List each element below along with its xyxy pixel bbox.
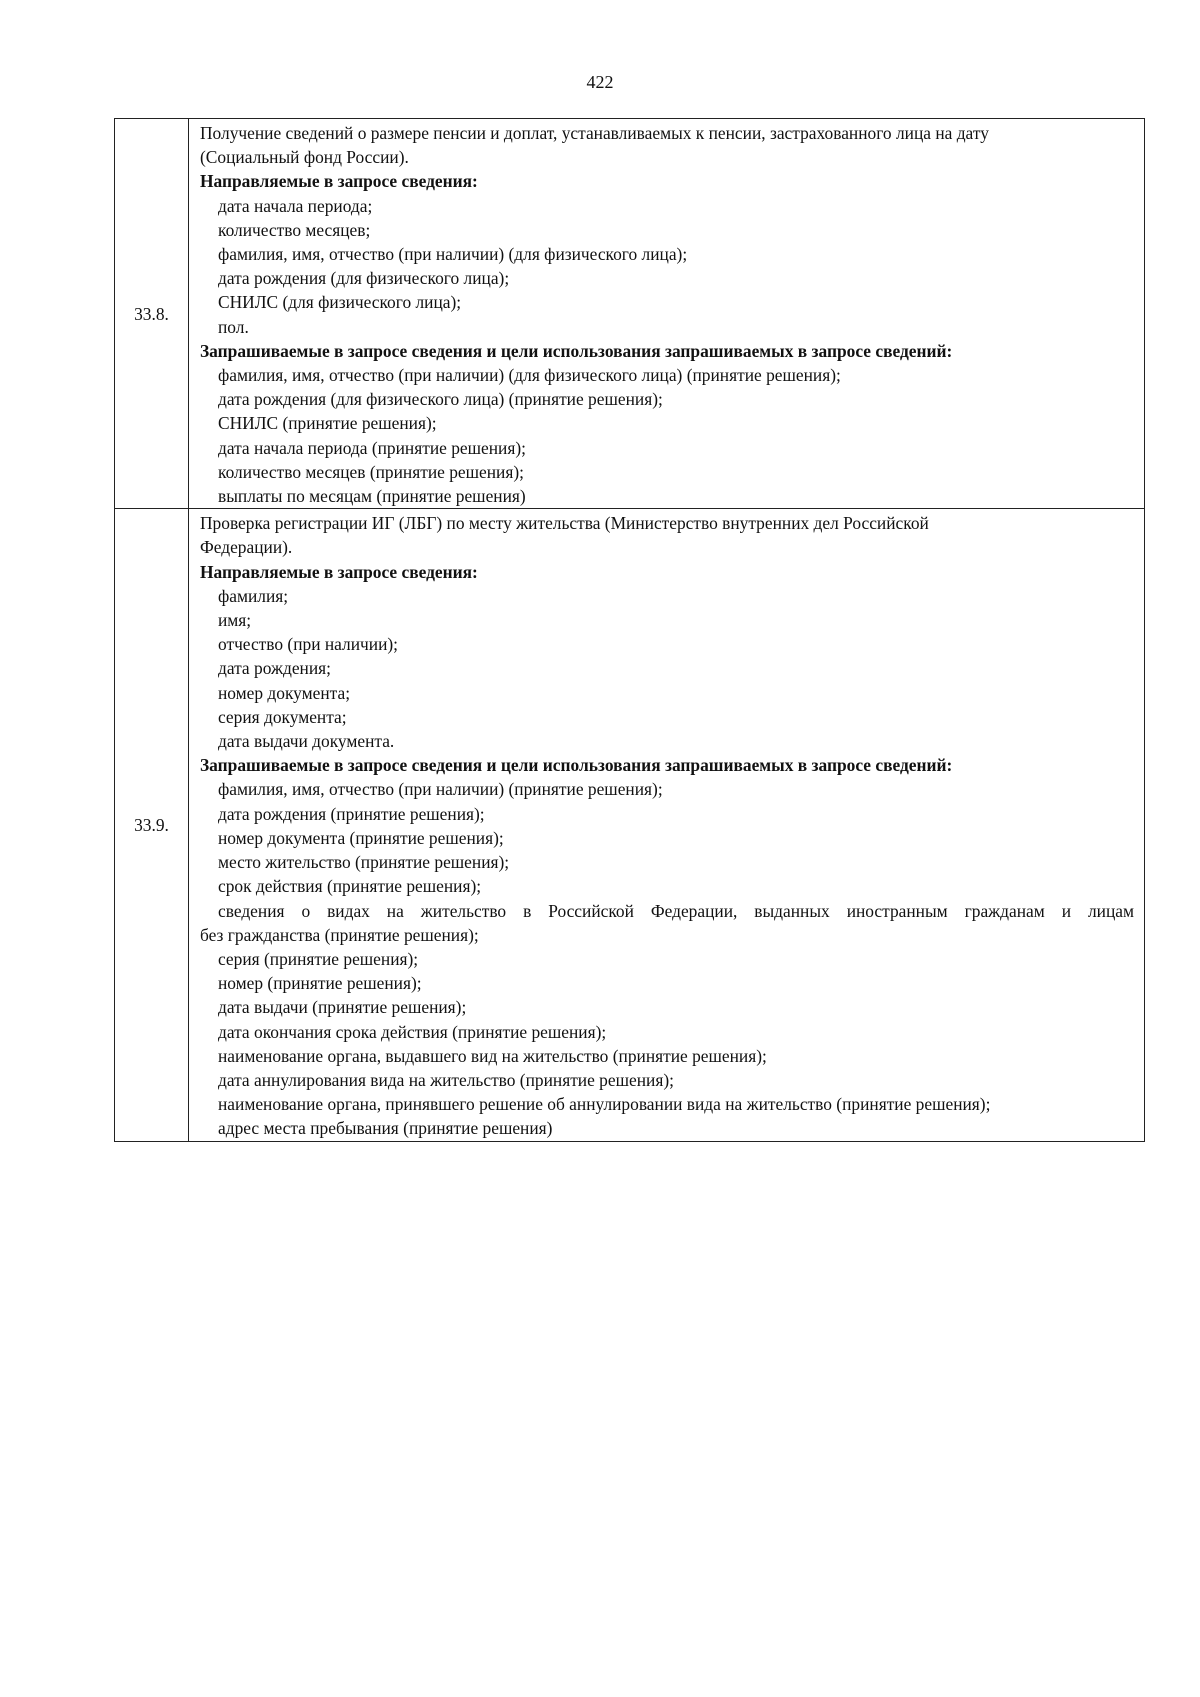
list-item: выплаты по месяцам (принятие решения): [218, 486, 526, 507]
list-item: дата рождения (для физического лица) (принятие решения);: [218, 389, 663, 410]
list-item: СНИЛС (для физического лица);: [218, 292, 462, 313]
list-item: номер документа;: [218, 682, 351, 703]
table-row: [115, 509, 1145, 1141]
list-item: серия документа;: [218, 706, 347, 727]
list-item: СНИЛС (принятие решения);: [218, 413, 437, 434]
list-item: дата начала периода (принятие решения);: [218, 437, 526, 458]
list-item: серия (принятие решения);: [218, 948, 419, 969]
list-item: дата начала периода;: [218, 195, 373, 216]
list-item: количество месяцев (принятие решения);: [218, 461, 524, 482]
list-item: дата рождения (для физического лица);: [218, 268, 510, 289]
list-item: фамилия, имя, отчество (при наличии) (для физического лица);: [218, 244, 688, 265]
list-item: номер (принятие решения);: [218, 973, 422, 994]
list-item: дата рождения;: [218, 658, 331, 679]
list-item: место жительство (принятие решения);: [218, 852, 510, 873]
list-item: адрес места пребывания (принятие решения): [218, 1118, 553, 1139]
section-heading: Запрашиваемые в запросе сведения и цели использования запрашиваемых в запросе сведений:: [200, 755, 953, 776]
table-body: [115, 119, 1145, 1142]
document-table: [114, 118, 1145, 1142]
list-item: фамилия, имя, отчество (при наличии) (принятие решения);: [218, 779, 663, 800]
list-item: наименование органа, выдавшего вид на жительство (принятие решения);: [218, 1045, 767, 1066]
list-item: дата аннулирования вида на жительство (принятие решения);: [218, 1069, 674, 1090]
list-item: дата окончания срока действия (принятие решения);: [218, 1021, 607, 1042]
text-line: Федерации).: [200, 537, 293, 558]
section-heading: Направляемые в запросе сведения:: [200, 561, 478, 582]
list-item: фамилия;: [218, 585, 289, 606]
section-heading: Направляемые в запросе сведения:: [200, 171, 478, 192]
list-item: дата рождения (принятие решения);: [218, 803, 485, 824]
page-number: 422: [586, 72, 614, 92]
list-item: фамилия, имя, отчество (при наличии) (для физического лица) (принятие решения);: [218, 365, 841, 386]
text-line: без гражданства (принятие решения);: [200, 924, 479, 945]
row-number: 33.8.: [115, 119, 189, 509]
list-item: имя;: [218, 610, 252, 631]
text-line: Получение сведений о размере пенсии и доплат, устанавливаемых к пенсии, застрахованного лица на дату: [200, 123, 989, 143]
row-number: 33.9.: [115, 509, 189, 1141]
list-item: пол.: [218, 316, 249, 337]
row-content: [189, 509, 1145, 1141]
row-content: [189, 119, 1145, 509]
list-item: отчество (при наличии);: [218, 634, 399, 655]
section-heading: Запрашиваемые в запросе сведения и цели использования запрашиваемых в запросе сведений:: [200, 340, 953, 361]
text-line: Проверка регистрации ИГ (ЛБГ) по месту жительства (Министерство внутренних дел Российской: [200, 513, 929, 534]
table-row: [115, 119, 1145, 509]
text-line: (Социальный фонд России).: [200, 147, 409, 168]
list-item: номер документа (принятие решения);: [218, 827, 504, 848]
list-item: наименование органа, принявшего решение об аннулировании вида на жительство (принятие решения);: [218, 1094, 991, 1115]
list-item: дата выдачи документа.: [218, 731, 395, 752]
list-item: срок действия (принятие решения);: [218, 876, 482, 897]
list-item: сведения о видах на жительство в Российской Федерации, выданных иностранным гражданам и лицам: [218, 900, 1134, 921]
list-item: количество месяцев;: [218, 219, 371, 240]
list-item: дата выдачи (принятие решения);: [218, 997, 467, 1018]
